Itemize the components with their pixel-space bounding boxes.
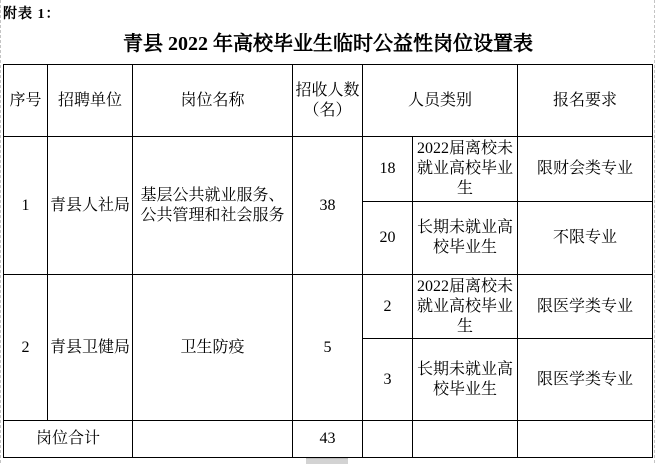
header-cell-category: 人员类别 bbox=[363, 65, 518, 137]
attachment-label: 附表 1： bbox=[3, 7, 61, 22]
cell-requirement: 限财会类专业 bbox=[518, 137, 653, 202]
header-cell-post: 岗位名称 bbox=[133, 65, 293, 137]
cell-sub-count: 20 bbox=[363, 202, 413, 275]
cell-sub-count: 18 bbox=[363, 137, 413, 202]
cell-unit: 青县人社局 bbox=[48, 137, 133, 275]
table-header-row bbox=[4, 65, 653, 137]
page-title: 青县 2022 年高校毕业生临时公益性岗位设置表 bbox=[123, 33, 533, 55]
cell-post: 卫生防疫 bbox=[133, 275, 293, 421]
footer-empty-category bbox=[413, 421, 518, 458]
header-cell-count: 招收人数（名） bbox=[293, 65, 363, 137]
cell-unit: 青县卫健局 bbox=[48, 275, 133, 421]
table-footer-row bbox=[4, 421, 653, 458]
cell-category: 2022届离校未就业高校毕业生 bbox=[413, 275, 518, 339]
footer-empty-sub-count bbox=[363, 421, 413, 458]
footer-empty-requirement bbox=[518, 421, 653, 458]
cell-category: 长期未就业高校毕业生 bbox=[413, 339, 518, 421]
cell-category: 长期未就业高校毕业生 bbox=[413, 202, 518, 275]
page-break-line-right bbox=[654, 0, 655, 463]
table-row bbox=[4, 275, 653, 339]
footer-empty-post bbox=[133, 421, 293, 458]
scrollbar-thumb[interactable] bbox=[306, 458, 348, 464]
cell-sub-count: 3 bbox=[363, 339, 413, 421]
page-break-line-left bbox=[0, 0, 1, 463]
header-cell-unit: 招聘单位 bbox=[48, 65, 133, 137]
footer-label: 岗位合计 bbox=[4, 421, 133, 458]
footer-total: 43 bbox=[293, 421, 363, 458]
header-cell-seq: 序号 bbox=[4, 65, 48, 137]
cell-requirement: 限医学类专业 bbox=[518, 339, 653, 421]
header-cell-requirement: 报名要求 bbox=[518, 65, 653, 137]
cell-sub-count: 2 bbox=[363, 275, 413, 339]
cell-requirement: 不限专业 bbox=[518, 202, 653, 275]
cell-seq: 2 bbox=[4, 275, 48, 421]
cell-post: 基层公共就业服务、公共管理和社会服务 bbox=[133, 137, 293, 275]
cell-count: 5 bbox=[293, 275, 363, 421]
cell-requirement: 限医学类专业 bbox=[518, 275, 653, 339]
table-row bbox=[4, 137, 653, 202]
cell-seq: 1 bbox=[4, 137, 48, 275]
cell-count: 38 bbox=[293, 137, 363, 275]
cell-category: 2022届离校未就业高校毕业生 bbox=[413, 137, 518, 202]
job-positions-table bbox=[3, 64, 653, 458]
